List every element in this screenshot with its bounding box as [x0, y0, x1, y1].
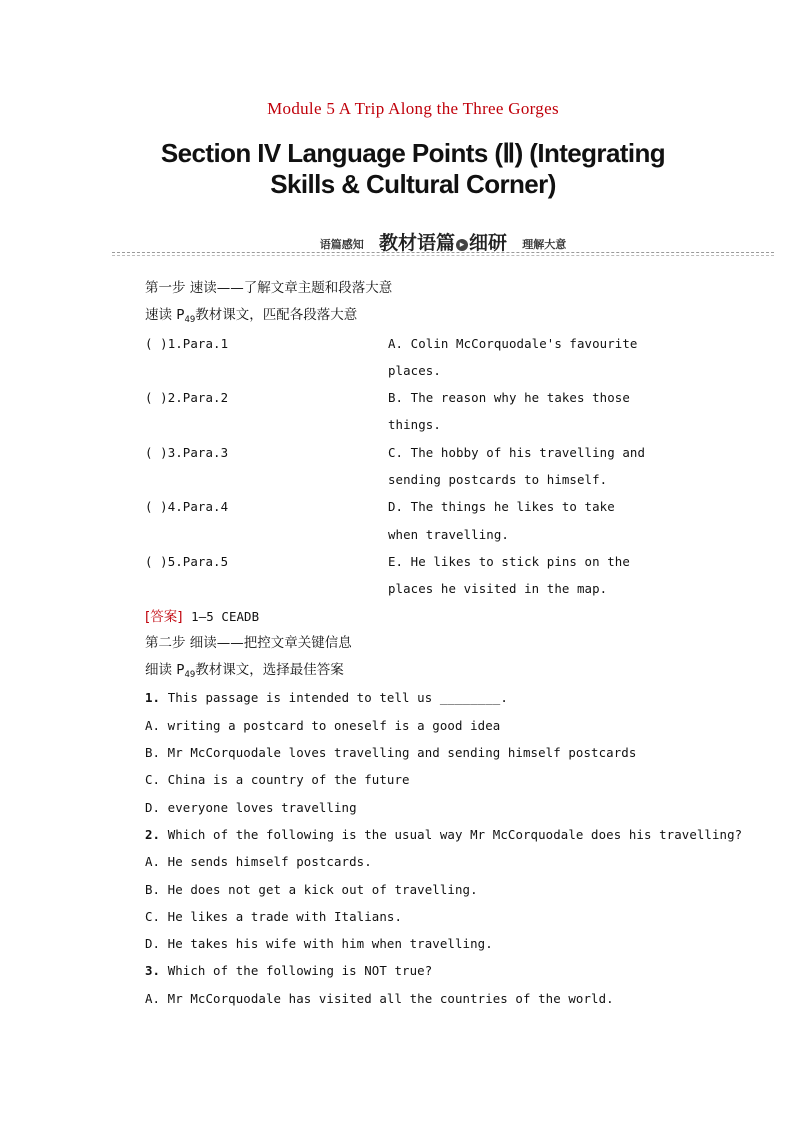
instruction-pre: 细读 P: [145, 662, 185, 679]
option[interactable]: A. Mr McCorquodale has visited all the countries of the world.: [145, 990, 614, 1006]
option[interactable]: D. He takes his wife with him when travelling.: [145, 936, 493, 952]
step1-heading: 第一步 速读——了解文章主题和段落大意: [145, 280, 393, 296]
paragraph-label: 5.Para.5: [167, 553, 229, 569]
answer-blank[interactable]: ( ): [145, 499, 168, 515]
page-subscript: 49: [184, 315, 196, 326]
matching-item: [145, 330, 765, 385]
match-option-cont: things.: [388, 417, 441, 433]
match-option-cont: places he visited in the map.: [388, 581, 608, 597]
step2-instruction: [145, 657, 765, 684]
match-option: E. He likes to stick pins on the: [388, 553, 630, 569]
match-option: C. The hobby of his travelling and: [388, 444, 646, 460]
match-option: D. The things he likes to take: [388, 499, 615, 515]
question-stem: [145, 684, 765, 711]
banner-divider-secondary: [112, 255, 774, 256]
question: [145, 821, 765, 957]
option[interactable]: B. He does not get a kick out of travelling.: [145, 881, 478, 897]
banner-right-label: 理解大意: [522, 238, 567, 251]
instruction-post: 教材课文，匹配各段落大意: [195, 307, 358, 324]
answer-blank[interactable]: ( ): [145, 553, 168, 569]
paragraph-label: 2.Para.2: [167, 390, 229, 406]
matching-item: [145, 548, 765, 603]
section-title-line2: Skills & Cultural Corner): [270, 169, 556, 199]
question-stem: [145, 957, 765, 984]
option[interactable]: A. He sends himself postcards.: [145, 854, 372, 870]
step2-heading: 第二步 细读——把控文章关键信息: [145, 634, 352, 651]
option[interactable]: C. China is a country of the future: [145, 772, 410, 788]
paragraph-label: 4.Para.4: [167, 499, 229, 515]
option[interactable]: B. Mr McCorquodale loves travelling and sending himself postcards: [145, 745, 637, 761]
paragraph-label: 3.Para.3: [167, 444, 229, 460]
section-title-line1: Section IV Language Points (Ⅱ) (Integrating: [160, 138, 666, 168]
question-text: Which of the following is the usual way Mr McCorquodale does his travelling?: [167, 826, 743, 842]
match-option-cont: sending postcards to himself.: [388, 472, 608, 488]
answer-blank[interactable]: ( ): [145, 444, 168, 460]
instruction-post: 教材课文，选择最佳答案: [195, 662, 344, 679]
question: [145, 684, 765, 820]
match-option: A. Colin McCorquodale's favourite: [388, 335, 638, 351]
section-banner: [112, 228, 774, 258]
answer-line: [145, 603, 765, 630]
answer-blank[interactable]: ( ): [145, 335, 168, 351]
section-title: [0, 138, 794, 200]
match-option: B. The reason why he takes those: [388, 390, 630, 406]
match-option-cont: places.: [388, 362, 441, 378]
match-option-cont: when travelling.: [388, 526, 509, 542]
question-number: 3.: [145, 963, 161, 979]
answer-blank[interactable]: ( ): [145, 390, 168, 406]
page-subscript: 49: [184, 670, 196, 681]
question: [145, 957, 765, 1012]
content: [145, 275, 765, 1012]
option[interactable]: D. everyone loves travelling: [145, 799, 357, 815]
question-text: Which of the following is NOT true?: [167, 963, 433, 979]
answer-text: 1—5 CEADB: [191, 608, 260, 624]
banner-main-label-2: 细研: [469, 232, 508, 254]
paragraph-label: 1.Para.1: [167, 335, 229, 351]
question-number: 2.: [145, 826, 161, 842]
step1-instruction: [145, 302, 765, 329]
matching-item: [145, 493, 765, 548]
question-text: This passage is intended to tell us ________.: [167, 690, 508, 706]
banner-main-label: 教材语篇: [378, 232, 455, 254]
module-title: Module 5 A Trip Along the Three Gorges: [267, 99, 559, 118]
chevron-right-icon: ▸: [456, 239, 468, 251]
matching-list: [145, 330, 765, 603]
instruction-pre: 速读 P: [145, 307, 185, 324]
question-stem: [145, 821, 765, 848]
matching-item: [145, 384, 765, 439]
answer-tag: [答案]: [145, 608, 183, 625]
question-number: 1.: [145, 690, 161, 706]
banner-left-label: 语篇感知: [319, 238, 364, 251]
matching-item: [145, 439, 765, 494]
option[interactable]: C. He likes a trade with Italians.: [145, 908, 403, 924]
option[interactable]: A. writing a postcard to oneself is a good idea: [145, 717, 501, 733]
